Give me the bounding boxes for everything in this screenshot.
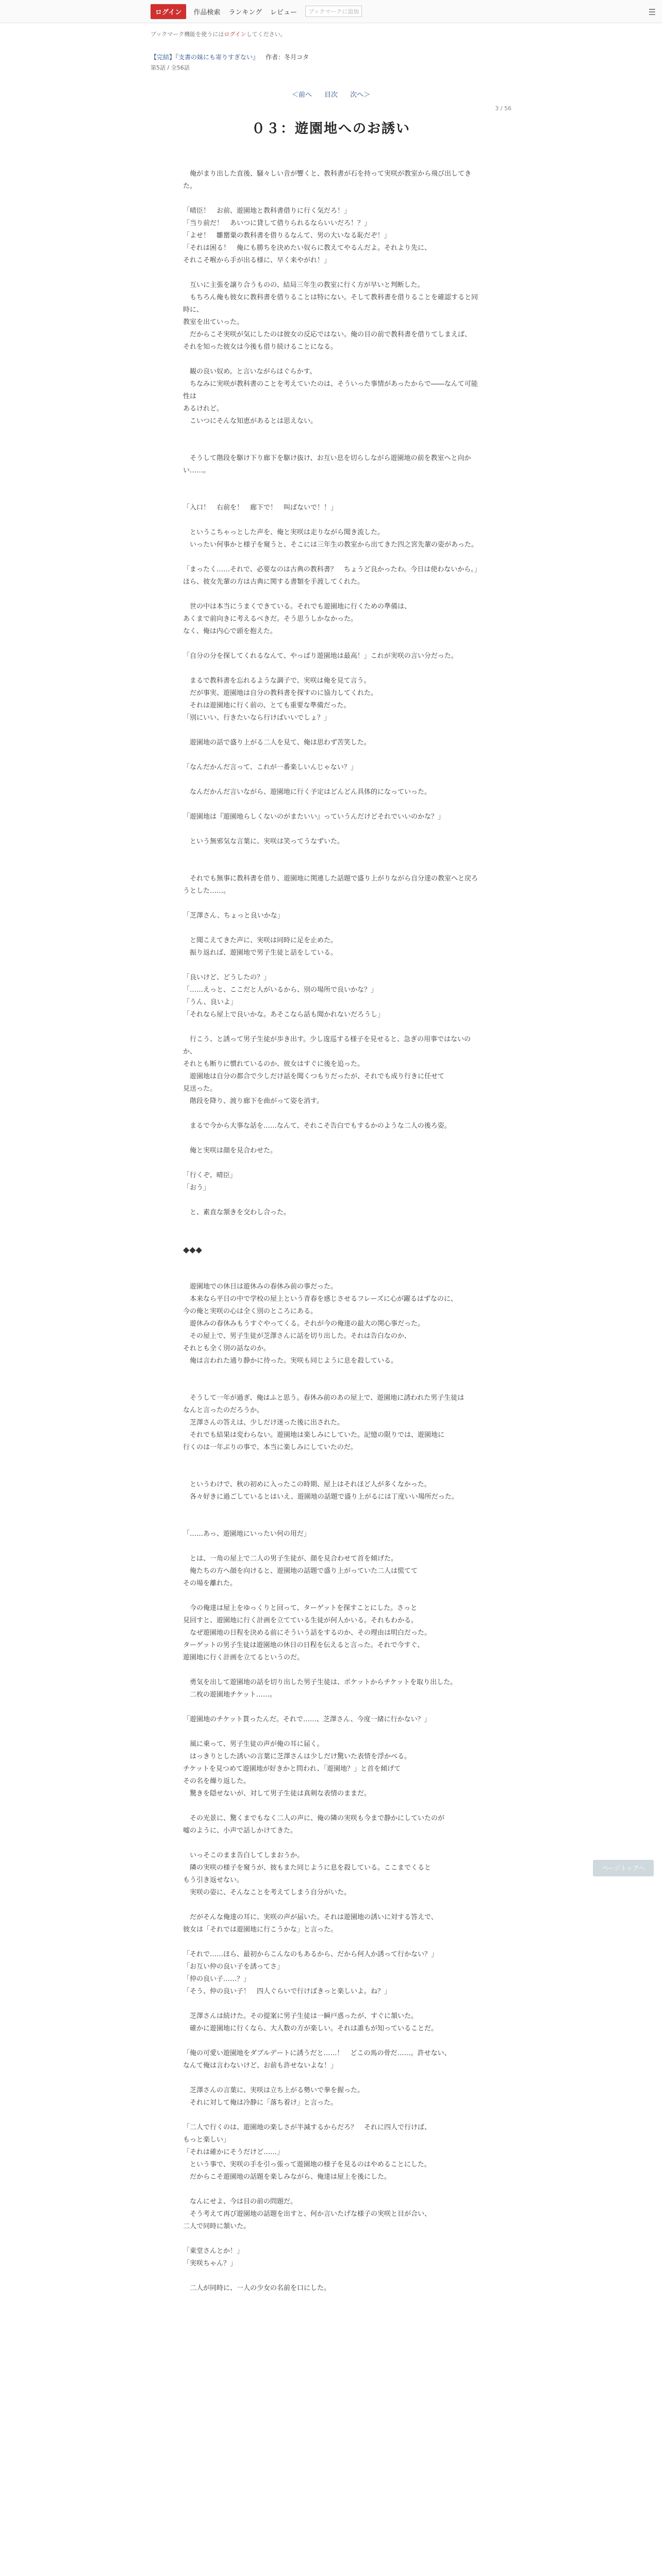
body-paragraph (183, 1516, 479, 1528)
login-button[interactable]: ログイン (151, 4, 186, 19)
body-paragraph: 「それなら屋上で良いかな。あそこなら話も聞かれないだろうし」 (183, 1011, 385, 1019)
body-paragraph: それとも全く別の話なのか。 (183, 1345, 271, 1352)
body-paragraph: 互いに主張を譲り合うものの、結局三年生の教室に行く方が早いと判断した。 (183, 281, 424, 289)
body-paragraph: ターゲットの男子生徒は遊園地の休日の日程を伝えると言った。それで今すぐ、 (183, 1641, 424, 1649)
body-paragraph: 振り返れば、遊園地で男子生徒と話をしている。 (183, 949, 338, 957)
body-paragraph (183, 1664, 479, 1676)
body-paragraph: 二人で同時に頷いた。 (183, 2223, 251, 2230)
body-paragraph: 「実咲ちゃん？」 (183, 2260, 237, 2267)
novel-title[interactable]: 【完結】『支書の妹にも寄りすぎない』 (151, 54, 259, 61)
page-top-button[interactable]: ページトップへ (593, 1860, 654, 1876)
body-paragraph (183, 749, 479, 761)
body-paragraph: 「別にいい、行きたいなら行けばいいでしょ？」 (183, 714, 331, 722)
body-paragraph: 二人が同時に、一人の少女の名前を口にした。 (183, 2284, 331, 2292)
body-paragraph (183, 1380, 479, 1392)
nav-ranking[interactable]: ランキング (228, 8, 262, 16)
body-paragraph: ◆◆◆ (183, 1245, 202, 1255)
body-paragraph: 驚きを隠せないが、対して男子生徒は真剣な表情のままだ。 (183, 1790, 371, 1798)
body-paragraph: あるけれど。 (183, 405, 224, 413)
body-paragraph (183, 1194, 479, 1207)
body-paragraph (183, 638, 479, 650)
body-paragraph (183, 848, 479, 860)
body-paragraph: 「それは困る！ 俺にも勝ちを決めたい奴らに教えてやるんだよ。それより先に、 (183, 244, 432, 252)
body-paragraph (183, 799, 479, 811)
body-paragraph: 今の俺達は屋上をゆっくりと回って、ターゲットを探すことにした。さっと (183, 1604, 418, 1612)
body-paragraph: 「晴臣！ お前、遊園地と教科書借りに行く気だろ！」 (183, 207, 351, 215)
body-paragraph (183, 2233, 479, 2245)
body-paragraph: それこそ喉から手が出る様に、早く来やがれ！」 (183, 257, 331, 264)
body-paragraph: 観の良い奴め。と言いながらはぐらかす。 (183, 368, 317, 376)
search-input[interactable]: ブックマークに追加 (305, 6, 362, 17)
body-paragraph: 遊園地の話で盛り上がる二人を見て、俺は思わず苦笑した。 (183, 739, 371, 747)
body-paragraph (183, 1590, 479, 1602)
body-paragraph (183, 353, 479, 366)
body-paragraph (183, 1998, 479, 2010)
body-paragraph (183, 489, 479, 502)
body-paragraph: はっきりとした誘いの言葉に芝澤さんは少しだけ驚いた表情を浮かべる。 (183, 1753, 411, 1760)
body-paragraph: それでも結果は変わらない。遊園地は楽しみにしていた。記憶の限りでは、遊園地に (183, 1431, 445, 1439)
body-paragraph: なんにせよ、今は目の前の問題だ。 (183, 2198, 297, 2206)
body-paragraph: それを知った彼女は今後も借り続けることになる。 (183, 343, 338, 351)
body-paragraph: 「それは確かにそうだけど……」 (183, 2148, 284, 2156)
body-paragraph: 教室を出ていった。 (183, 318, 244, 326)
top-bar (0, 0, 662, 23)
body-paragraph (183, 588, 479, 601)
body-paragraph (183, 2183, 479, 2196)
top-pager (151, 89, 511, 99)
body-paragraph: 「遊園地は『遊園地らしくないのがまたいい』っていうんだけどそれでいいのかな？」 (183, 813, 445, 821)
body-paragraph: その名を繰り返した。 (183, 1777, 251, 1785)
body-paragraph: 「まったく……それで、必要なのは古典の教科書？ ちょうど良かったわ。今日は使わないから。」 (183, 566, 481, 573)
body-paragraph (183, 1256, 479, 1268)
body-paragraph: と、素直な頷きを交わし合った。 (183, 1209, 291, 1216)
body-paragraph: もう引き返せない。 (183, 1876, 244, 1884)
body-paragraph (183, 1701, 479, 1714)
body-paragraph: 「……あっ、遊園地にいったい何の用だ」 (183, 1530, 310, 1538)
body-paragraph: その屋上で、男子生徒が芝澤さんに話を切り出した。それは告白なのか、 (183, 1332, 411, 1340)
body-paragraph: 「芝澤さん、ちょっと良いかな」 (183, 912, 284, 920)
main-content (151, 30, 511, 2295)
body-paragraph: というわけで、秋の初めに入ったこの時期、屋上はそれほど人が多くなかった。 (183, 1481, 431, 1488)
body-paragraph: 階段を降り、渡り廊下を曲がって姿を消す。 (183, 1097, 323, 1105)
nav-review[interactable]: レビュー (270, 8, 297, 16)
body-paragraph: なぜ遊園地の日程を決める前にそういう話をするのか、その理由は明白だった。 (183, 1629, 432, 1637)
body-paragraph: 遊園地に行く計画を立てるというのだ。 (183, 1654, 304, 1662)
body-paragraph: なんて俺は言わないけど、お前も許せないよな！」 (183, 2062, 338, 2070)
body-paragraph: 隣の実咲の様子を窺うが、彼もまた同じように息を殺している。ここまでくると (183, 1864, 432, 1872)
body-paragraph: 風に乗って、男子生徒の声が俺の耳に届く。 (183, 1740, 324, 1748)
body-paragraph: とは、一角の屋上で二人の男子生徒が、顔を見合わせて首を傾げた。 (183, 1555, 398, 1563)
body-paragraph (183, 1466, 479, 1479)
chapter-title: ０３：遊園地へのお誘い (251, 121, 410, 137)
body-paragraph: 俺たちの方へ顔を向けると、遊園地の話題で盛り上がっていた二人は慌てて (183, 1567, 418, 1575)
body-paragraph (183, 1021, 479, 1033)
body-paragraph: 勇気を出して遊園地の話を切り出した男子生徒は、ポケットからチケットを取り出した。 (183, 1679, 457, 1686)
body-paragraph: という無邪気な言葉に、実咲は笑ってうなずいた。 (183, 838, 344, 845)
body-paragraph: 「自分の分を探してくれるなんて、やっぱり遊園地は最高！」これが実咲の言い分だった。 (183, 652, 458, 660)
body-paragraph: 「そう、仲の良い子！ 四人ぐらいで行けばきっと楽しいよ。ね？」 (183, 1988, 391, 1995)
body-paragraph: だがそんな俺達の耳に、実咲の声が届いた。それは遊園地の誘いに対する答えで、 (183, 1913, 438, 1921)
body-paragraph: 各々好きに過ごしているとはいえ、遊園地の話題で盛り上がるには丁度いい場所だった。 (183, 1493, 458, 1501)
body-paragraph: 今の俺と実咲の心は全く別のところにある。 (183, 1308, 318, 1315)
body-paragraph: 「入口！ 右前を！ 廊下で！ 叫ばないで！！」 (183, 504, 338, 512)
body-paragraph: 「……えっと、ここだと人がいるから、別の場所で良いかな？」 (183, 986, 378, 994)
body-paragraph (183, 1837, 479, 1850)
body-paragraph: 俺は言われた通り静かに待った。実咲も同じように息を殺している。 (183, 1357, 398, 1365)
body-paragraph: 彼女は「それでは遊園地に行こうかな」と言った。 (183, 1926, 338, 1934)
body-paragraph: それとも断りに慣れているのか、彼女はすぐに後を追った。 (183, 1060, 365, 1068)
body-paragraph: 芝澤さんの言葉に、実咲は立ち上がる勢いで拳を握った。 (183, 2087, 365, 2094)
body-paragraph: ほら、彼女先輩の方は古典に関する書類を手渡してくれた。 (183, 578, 365, 586)
body-paragraph (183, 1899, 479, 1911)
body-paragraph (183, 922, 479, 935)
body-paragraph (183, 2035, 479, 2047)
body-paragraph: 見回すと、遊園地に行く計画を立てている生徒が何人かいる。それもわかる。 (183, 1617, 418, 1624)
body-paragraph: まるで今から大事な話を……なんて、それこそ告白でもするかのような二人の後ろ姿。 (183, 1122, 451, 1130)
body-paragraph: 「俺の可愛い遊園地をダブルデートに誘うだと……！ どこの馬の骨だ……。許せない、 (183, 2049, 451, 2057)
body-paragraph: 「おう」 (183, 1184, 210, 1192)
body-paragraph: なく、俺は内心で頭を抱えた。 (183, 628, 277, 635)
body-paragraph: もっと楽しい」 (183, 2136, 230, 2144)
body-paragraph: チケットを見つめて遊園地が好きかと問われ、「遊園地？」と首を傾げて (183, 1765, 401, 1773)
body-paragraph (183, 440, 479, 452)
body-paragraph (183, 1936, 479, 1948)
body-paragraph: 「なんだかんだ言って、これが一番楽しいんじゃない？」 (183, 764, 357, 771)
body-paragraph: と聞こえてきた声に、実咲は同時に足を止めた。 (183, 937, 338, 944)
body-paragraph (183, 1800, 479, 1812)
body-paragraph (183, 1503, 479, 1516)
body-paragraph (183, 267, 479, 279)
body-paragraph (183, 1540, 479, 1553)
page-number: 3 / 56 (495, 105, 511, 112)
body-paragraph: 見送った。 (183, 1085, 217, 1093)
body-paragraph (183, 1726, 479, 1738)
body-paragraph: なんと言ったのだろうか。 (183, 1406, 264, 1414)
body-paragraph: そうして一年が過ぎ、俺はふと思う。春休み前のあの屋上で、遊園地に誘われた男子生徒は (183, 1394, 465, 1402)
body-paragraph: あくまで前向きに考えるべきだ。そう思うしかなかった。 (183, 615, 358, 623)
body-paragraph (183, 959, 479, 972)
body-paragraph: 行くのは一年ぶりの事で、本当に楽しみにしていたのだ。 (183, 1444, 357, 1451)
author-name[interactable]: 作者：冬月コタ (266, 54, 309, 61)
body-paragraph (183, 1454, 479, 1466)
body-paragraph: 「よせ！ 雛罌粟の教科書を借りるなんて、男の大いなる恥だぞ！」 (183, 232, 391, 240)
body-paragraph: 「お互い仲の良い子を誘ってさ」 (183, 1963, 284, 1971)
body-paragraph (183, 663, 479, 675)
body-paragraph: だが事実、遊園地は自分の教科書を探すのに協力してくれた。 (183, 689, 378, 697)
body-paragraph: 実咲の姿に、そんなことを考えてしまう自分がいた。 (183, 1889, 351, 1896)
body-paragraph (183, 2109, 479, 2122)
chapter-count: 第5話 / 全56話 (151, 64, 190, 71)
body-paragraph: 「二人で行くのは、遊園地の楽しさが半減するからだろ？ それに四人で行けば、 (183, 2124, 432, 2131)
body-paragraph: という事で、実咲の手を引っ張って遊園地の様子を見るのはやめることにした。 (183, 2161, 431, 2168)
body-paragraph: 確かに遊園地に行くなら、大人数の方が楽しい。それは誰もが知っていることだ。 (183, 2025, 438, 2032)
body-paragraph: 遊園地での休日は遊休みの春休み前の事だった。 (183, 1283, 338, 1291)
body-paragraph (183, 1132, 479, 1145)
body-paragraph: その場を離れた。 (183, 1580, 237, 1587)
body-paragraph: 俺がまり出した直後、騒々しい音が響くと、教科書が石を持って実咲が教室から飛び出してきた。 (183, 170, 472, 190)
body-paragraph: まるで教科書を忘れるような調子で、実咲は俺を見て言う。 (183, 677, 371, 685)
body-paragraph (183, 1367, 479, 1380)
body-paragraph: 「それで……ほら、最初からこんなのもあるから、だから何人か誘って行かない？」 (183, 1951, 438, 1958)
login-notice: ブックマーク機能を使うにはログインしてください。 (151, 31, 286, 38)
body-paragraph (183, 193, 479, 205)
body-paragraph: なんだかんだ言いながら、遊園地に行く予定はどんどん具体的になっていった。 (183, 788, 432, 796)
toc-link[interactable]: 目次 (324, 91, 338, 99)
body-paragraph (183, 860, 479, 873)
body-paragraph (183, 514, 479, 527)
body-paragraph (183, 551, 479, 564)
body-paragraph: いっそこのまま告白してしまおうか。 (183, 1852, 304, 1859)
body-paragraph (183, 2270, 479, 2282)
body-paragraph: 「行くぞ、晴臣」 (183, 1172, 237, 1179)
body-paragraph: 「当り前だ！ あいつに貸して借りられるならいいだろ！？」 (183, 219, 371, 227)
chapter-body (183, 168, 479, 2295)
body-paragraph: 遊園地は自分の都合で少しだけ話を聞くつもりだったが、それでも成り行きに任せて (183, 1073, 445, 1080)
nav-search[interactable]: 作品検索 (193, 8, 221, 16)
body-paragraph: それは遊園地に行く前の、とても重要な準備だった。 (183, 702, 351, 709)
body-paragraph: こいつにそんな知恵があるとは思えない。 (183, 417, 318, 425)
body-paragraph: 嘘のように、小声で話しかけてきた。 (183, 1827, 297, 1835)
body-paragraph (183, 477, 479, 489)
body-paragraph: だからこそ実咲が気にしたのは彼女の反応ではない。俺の目の前で教科書を借りてしまえば、 (183, 331, 472, 338)
body-paragraph: 「良いけど、どうしたの？」 (183, 974, 271, 981)
body-paragraph (183, 2072, 479, 2084)
body-paragraph: いったい何事かと様子を窺うと、そこには三年生の教室から出てきた四之宮先輩の姿があった。 (183, 541, 478, 549)
body-paragraph: 俺と実咲は顔を見合わせた。 (183, 1147, 277, 1155)
login-link[interactable]: ログイン (224, 31, 246, 38)
body-paragraph: 「うん、良いよ」 (183, 998, 237, 1006)
body-paragraph (183, 1268, 479, 1281)
body-paragraph: 遊休みの春休みもうすぐやってくる。それが今の俺達の最大の関心事だった。 (183, 1320, 425, 1328)
next-link[interactable]: 次へ＞ (350, 91, 371, 99)
body-paragraph (183, 897, 479, 910)
body-paragraph (183, 1231, 479, 1244)
body-paragraph (183, 1219, 479, 1231)
body-paragraph: もちろん俺も彼女に教科書を借りることは特にない。そして教科書を借りることを確認すると同時に、 (183, 294, 478, 314)
body-paragraph: 二枚の遊園地チケット……。 (183, 1691, 276, 1699)
prev-link[interactable]: ＜前へ (291, 91, 312, 99)
body-paragraph: 本来なら平日の中で学校の屋上という青春を感じさせるフレーズに心が躍るはずなのに、 (183, 1295, 457, 1303)
body-paragraph: それでも無事に教科書を借り、遊園地に関連した話題で盛り上がりながら自分達の教室へと戻ろうとした……。 (183, 875, 478, 895)
body-paragraph: ちなみに実咲が教科書のことを考えていたのは、そういった事情があったからで――なんて可能性は (183, 380, 478, 400)
body-paragraph (183, 1108, 479, 1120)
body-paragraph: 行こう、と誘って男子生徒が歩き出す。少し逡巡する様子を見せると、急ぎの用事ではないのか、 (183, 1036, 471, 1056)
body-paragraph: だからこそ遊園地の話題を楽しみながら、俺達は屋上を後にした。 (183, 2173, 391, 2181)
body-paragraph: 世の中は本当にうまくできている。それでも遊園地に行くための準備は、 (183, 603, 411, 611)
body-paragraph (183, 1157, 479, 1170)
body-paragraph: 芝澤さんは続けた。その提案に男子生徒は一瞬戸惑ったが、すぐに頷いた。 (183, 2012, 418, 2020)
body-paragraph: それに対して俺は冷静に「落ち着け」と言った。 (183, 2099, 338, 2107)
menu-icon[interactable]: ☰ (648, 7, 656, 17)
body-paragraph (183, 724, 479, 737)
body-paragraph: というこちゃっとした声を、俺と実咲は走りながら聞き流した。 (183, 529, 385, 536)
body-paragraph (183, 823, 479, 836)
body-paragraph: 「遊園地のチケット貰ったんだ。それで……、芝澤さん、今度一緒に行かない？」 (183, 1716, 431, 1723)
body-paragraph: そうして階段を駆け下り廊下を駆け抜け、お互い息を切らしながら遊園地の前を教室へと向かい……。 (183, 454, 471, 474)
body-paragraph: その光景に、驚くまでもなく二人の声に、俺の隣の実咲も今まで静かにしていたのが (183, 1815, 445, 1822)
body-paragraph (183, 428, 479, 440)
body-paragraph: 「東堂さんとか！」 (183, 2247, 244, 2255)
body-paragraph: 芝澤さんの答えは、少しだけ迷った後に出された。 (183, 1419, 344, 1427)
body-paragraph: そう考えて再び遊園地の話題を出すと、何か言いたげな様子の実咲と目が合い、 (183, 2210, 432, 2218)
body-paragraph: 「仲の良い子……？」 (183, 1975, 251, 1983)
body-paragraph (183, 774, 479, 786)
